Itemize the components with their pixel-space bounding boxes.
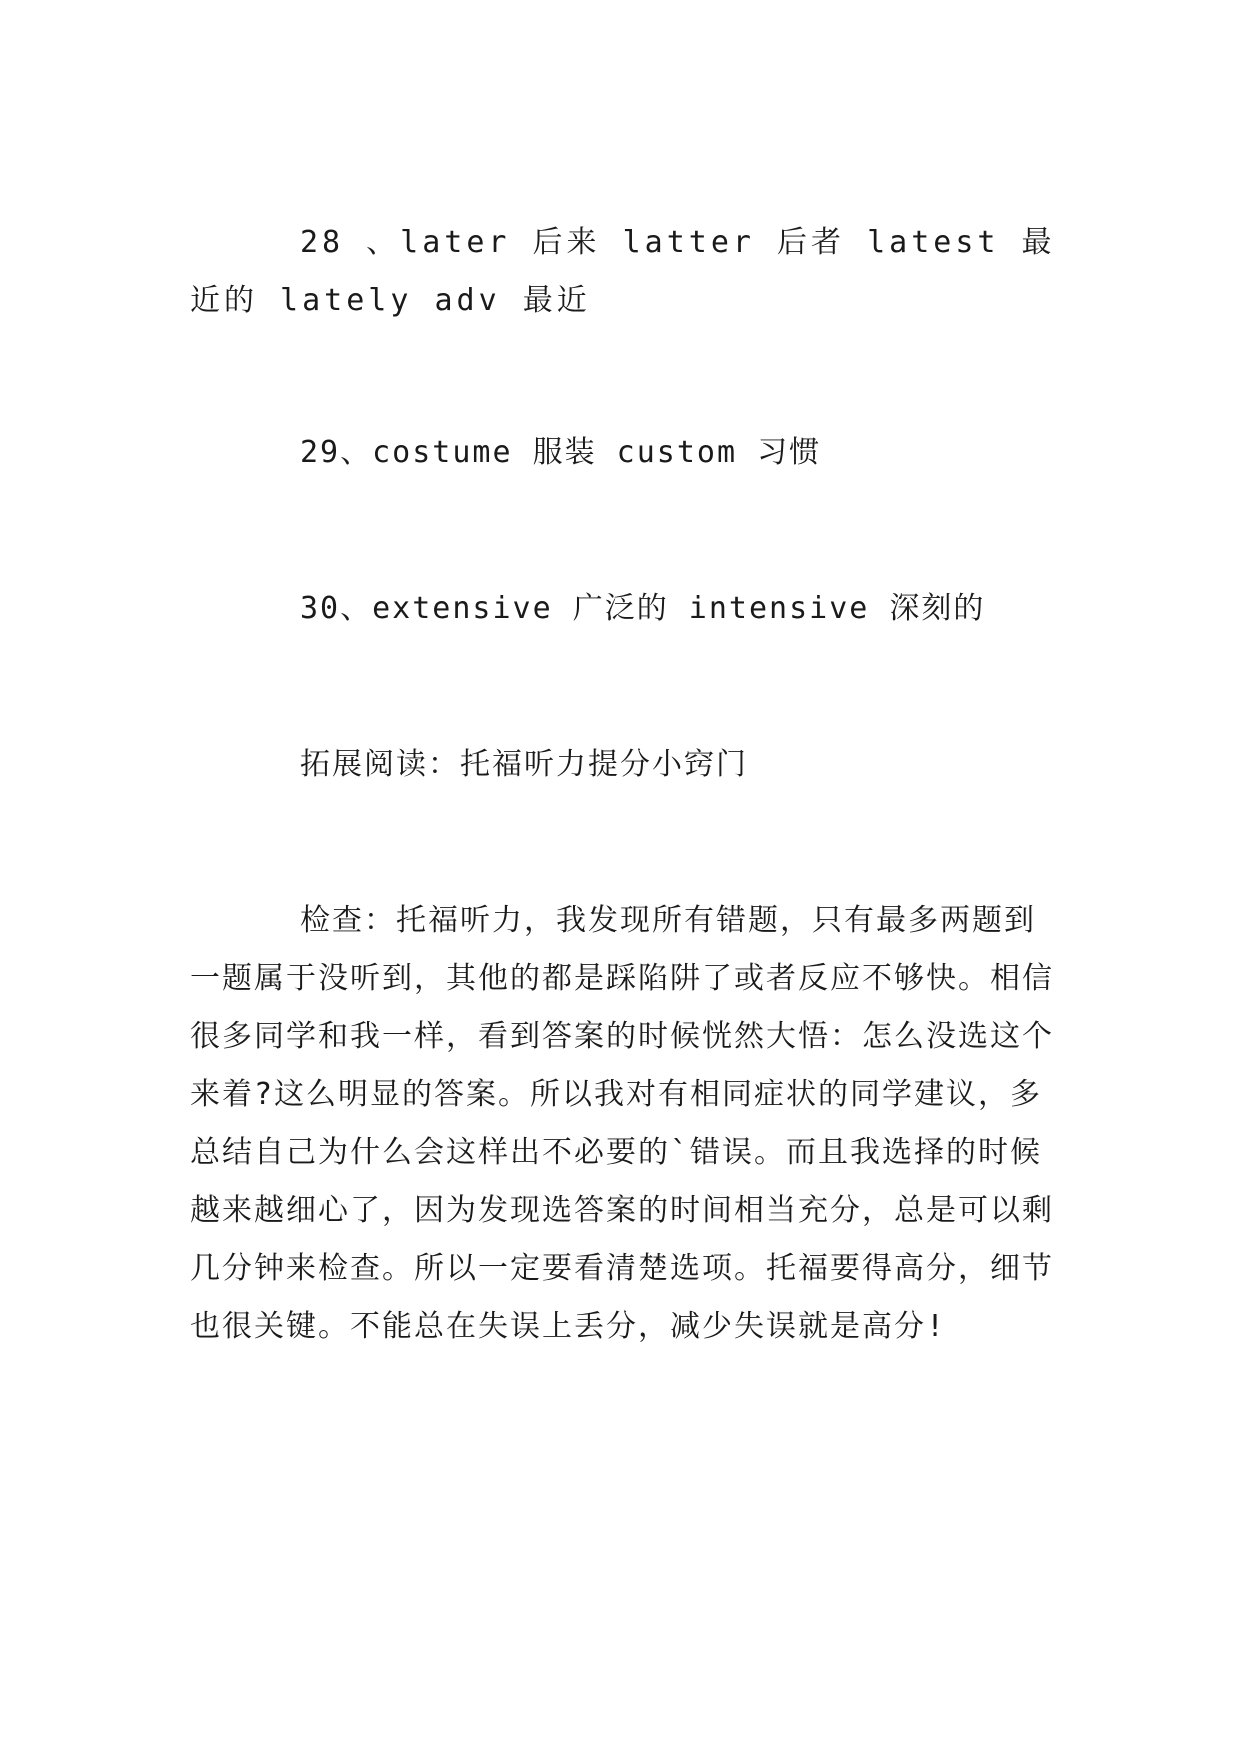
paragraph-item-29: 29、costume 服装 custom 习惯 xyxy=(300,435,822,470)
paragraph-check-tip: 检查：托福听力，我发现所有错题，只有最多两题到一题属于没听到，其他的都是踩陷阱了或者反应不够快。相信很多同学和我一样，看到答案的时候恍然大悟：怎么没选这个来着?这么明显的答案。所以我对有相同症状的同学建议，多总结自己为什么会这样出不必要的`错误。而且我选择的时候越来越细心了，因为发现选答案的时间相当充分，总是可以剩几分钟来检查。所以一定要看清楚选项。托福要得高分，细节也很关键。不能总在失误上丢分，减少失误就是高分! xyxy=(190,903,1054,1344)
paragraph-item-30: 30、extensive 广泛的 intensive 深刻的 xyxy=(300,591,986,626)
section-heading-extended-reading: 拓展阅读：托福听力提分小窍门 xyxy=(300,747,748,782)
paragraph-item-28: 28 、later 后来 latter 后者 latest 最近的 lately adv 最近 xyxy=(190,225,1056,318)
